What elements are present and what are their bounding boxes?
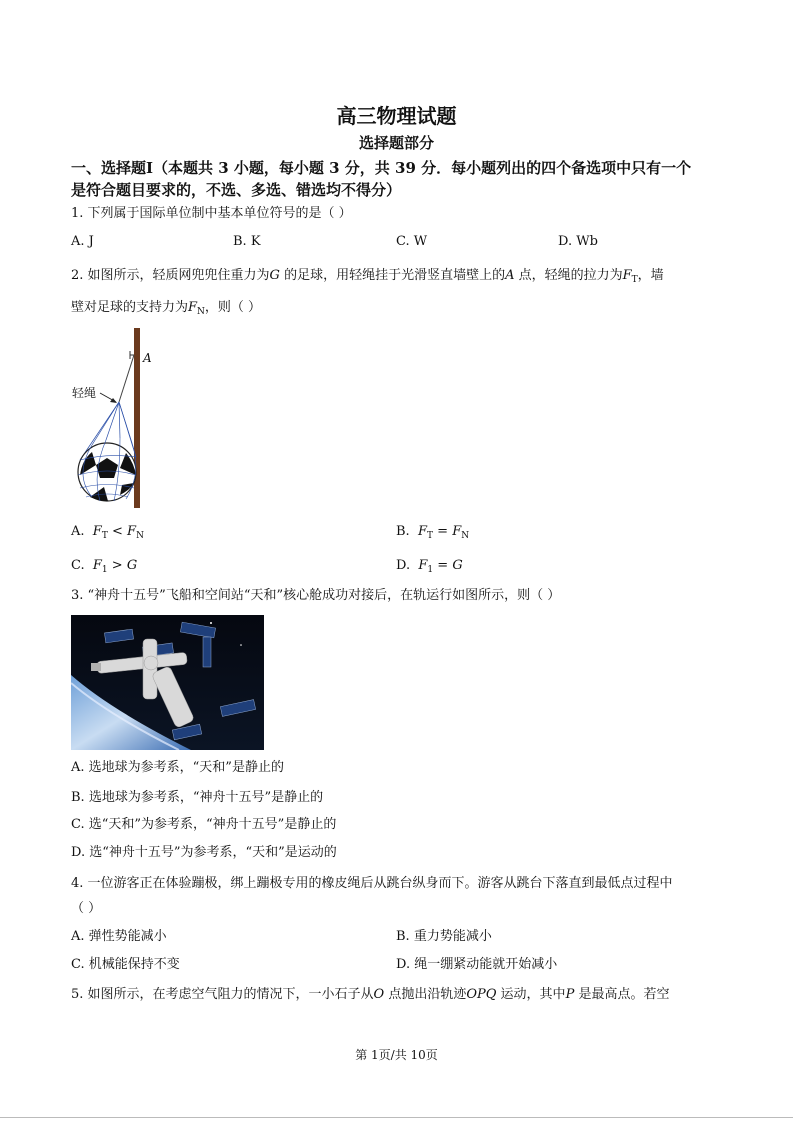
q3-space-station-photo [71,615,264,750]
q3-option-b: B. 选地球为参考系，“神舟十五号”是静止的 [71,790,324,805]
page-title: 高三物理试题 [336,104,457,128]
q4-option-b: B. 重力势能减小 [396,929,492,944]
q4-stem: 4. 一位游客正在体验蹦极，绑上蹦极专用的橡皮绳后从跳台纵身而下。游客从跳台下落直到最低点过程中 [71,876,673,891]
q3-option-d: D. 选“神舟十五号”为参考系，“天和”是运动的 [71,845,337,860]
figure-label-rope: 轻绳 [72,386,97,400]
q1-option-c: C. W [396,234,428,249]
q2-option-d: D. $F_1 = G$ [396,558,463,575]
q2-stem-line1: 2. 如图所示，轻质网兜兜住重力为G 的足球，用轻绳挂于光滑竖直墙壁上的A 点，轻绳的拉力为$F_T$，墙 [71,268,664,285]
section-subtitle: 选择题部分 [358,134,434,152]
q4-option-c: C. 机械能保持不变 [71,957,180,972]
q4-paren: （ ） [71,901,102,916]
figure-label-a: A [143,351,152,365]
q1-option-d: D. Wb [558,234,598,249]
page-footer: 第 1页/共 10页 [355,1048,438,1062]
page-bottom-border [0,1117,793,1118]
section-instructions-line2: 是符合题目要求的，不选、多选、错选均不得分） [71,181,402,199]
q4-option-a: A. 弹性势能减小 [71,929,167,944]
q4-option-d: D. 绳一绷紧动能就开始减小 [396,957,558,972]
q1-option-a: A. J [71,234,94,249]
q3-option-a: A. 选地球为参考系，“天和”是静止的 [71,760,284,775]
q2-option-b: B. $F_T = F_N$ [396,524,470,541]
section-instructions-line1: 一、选择题Ⅰ（本题共 3 小题，每小题 3 分，共 39 分．每小题列出的四个备选项中只有一个 [71,159,692,177]
q2-option-a: A. $F_T < F_N$ [71,524,144,541]
q1-stem: 1. 下列属于国际单位制中基本单位符号的是（ ） [71,206,352,221]
q2-stem-line2: 壁对足球的支持力为$F_N$，则（ ） [71,300,262,317]
q3-option-c: C. 选“天和”为参考系，“神舟十五号”是静止的 [71,817,337,832]
q3-stem: 3. “神舟十五号”飞船和空间站“天和”核心舱成功对接后，在轨运行如图所示，则（ ） [71,588,561,603]
q5-stem: 5. 如图所示，在考虑空气阻力的情况下，一小石子从O 点抛出沿轨迹OPQ 运动，其中P 是最高点。若空 [71,987,670,1002]
q1-option-b: B. K [233,234,261,249]
q2-option-c: C. $F_1 > G$ [71,558,138,575]
q2-football-wall-figure [70,325,170,510]
